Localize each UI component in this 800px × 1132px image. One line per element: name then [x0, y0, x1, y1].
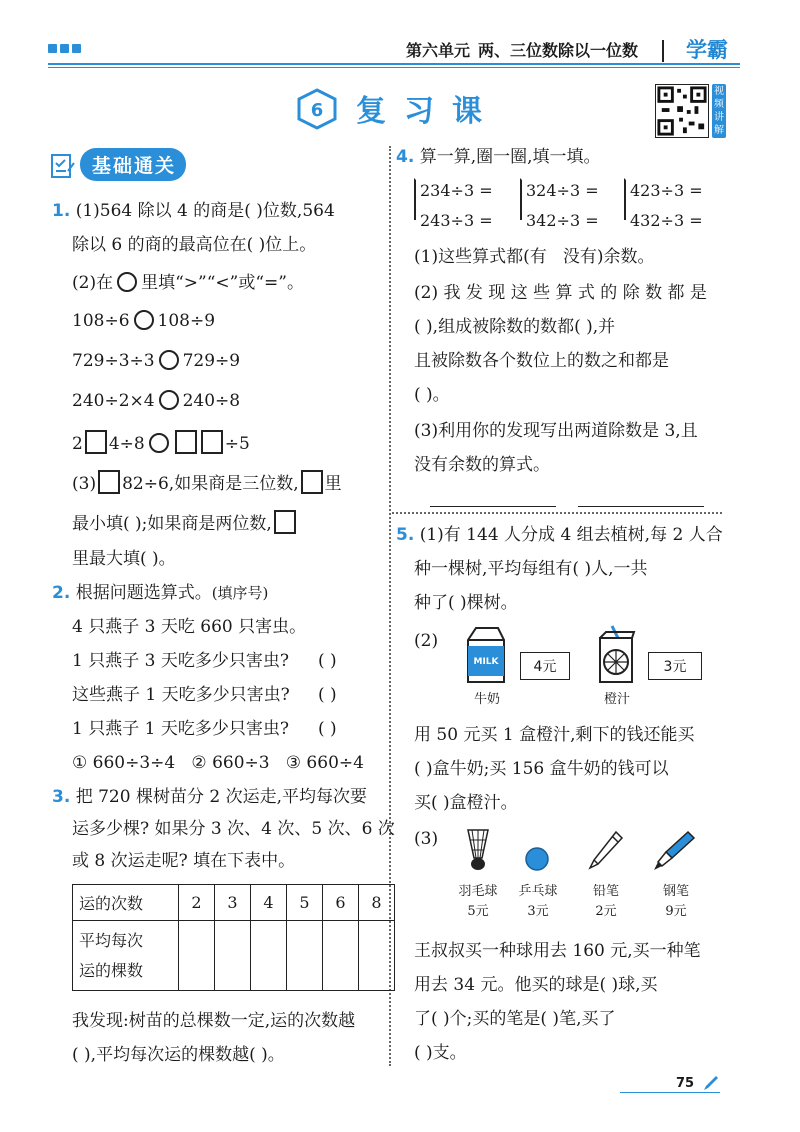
q5-part3-label: (3): [414, 829, 439, 849]
compare-left: 240÷2×4: [72, 391, 155, 411]
qr-label: 视频讲解: [714, 86, 724, 136]
q1-part1-text: (1)564 除以 4 的商是( )位数,564: [75, 201, 335, 221]
table-header-cell: 运的次数: [73, 885, 179, 921]
compare-right: 108÷9: [157, 311, 216, 331]
item-name: 羽毛球: [458, 884, 498, 899]
compare-circle[interactable]: [159, 350, 179, 370]
q3-finding-1: 我发现:树苗的总棵数一定,运的次数越: [72, 1011, 356, 1031]
answer-cell[interactable]: [251, 921, 287, 991]
q2-options: ① 660÷3÷4 ② 660÷3 ③ 660÷4: [72, 753, 364, 773]
digit-box[interactable]: [201, 430, 223, 454]
digit-box[interactable]: [274, 510, 296, 534]
q1-part2-suffix: 里填“>”“<”或“=”。: [141, 273, 304, 293]
q2-ask-1: 1 只燕子 3 天吃多少只害虫?: [72, 651, 289, 671]
answer-cell[interactable]: [323, 921, 359, 991]
compare-circle[interactable]: [149, 433, 169, 453]
q4-part2-line2: ( ),组成被除数的数都( ),并: [414, 317, 616, 337]
table-cell: 8: [359, 885, 395, 921]
digit-box[interactable]: [98, 470, 120, 494]
ping-pong-ball-icon: [524, 846, 550, 872]
q1-line2: 除以 6 的商的最高位在( )位上。: [72, 235, 317, 255]
table-head-line: 运的棵数: [79, 960, 144, 980]
q4-expr: 234÷3 =: [420, 181, 493, 200]
table-row: [73, 921, 395, 991]
q1-part3-line2: [72, 510, 298, 535]
digit-box[interactable]: [301, 470, 323, 494]
compare-left: 108÷6: [72, 311, 130, 331]
digit-box[interactable]: [175, 430, 197, 454]
item-price: 5元: [467, 904, 489, 919]
table-cell: 5: [287, 885, 323, 921]
section-divider: [392, 512, 722, 514]
compare-row-1: [72, 310, 215, 332]
q1-part3-text2: 最小填( );如果商是两位数,: [72, 514, 272, 534]
brand-divider: [662, 40, 664, 62]
compare-left: 729÷3÷3: [72, 351, 155, 371]
item-name: 乒乓球: [518, 884, 558, 899]
answer-cell[interactable]: [179, 921, 215, 991]
juice-box-icon: [592, 624, 640, 684]
table-head-line: 平均每次: [79, 930, 144, 950]
badminton-shuttlecock-icon: [460, 828, 496, 872]
item-name: 铅笔: [592, 884, 619, 899]
q2-ask-2: 这些燕子 1 天吃多少只害虫?: [72, 685, 290, 705]
q4-part2-line3: 且被除数各个数位上的数之和都是: [414, 351, 669, 371]
item-price: 2元: [595, 904, 617, 919]
header-rule: [48, 63, 740, 65]
q4-part2-line4: ( )。: [414, 385, 450, 405]
q3-line3: 或 8 次运走呢? 填在下表中。: [72, 851, 296, 871]
item-name: 牛奶: [473, 692, 500, 707]
answer-cell[interactable]: [359, 921, 395, 991]
header-rule-thin: [48, 67, 740, 68]
table-row: [73, 885, 395, 921]
compare-row-2: [72, 350, 240, 372]
fountain-pen-icon: [652, 828, 698, 872]
section-badge: [50, 148, 186, 181]
compare-circle: [117, 272, 137, 292]
q4-title: [396, 146, 601, 168]
answer-cell[interactable]: [215, 921, 251, 991]
compare-circle[interactable]: [134, 310, 154, 330]
price-tag: 4元: [520, 652, 570, 680]
q1-line1: [52, 200, 335, 222]
q5-part2-line3: 买( )盒橙汁。: [414, 793, 518, 813]
q4-part1: (1)这些算式都(有 没有)余数。: [414, 247, 655, 267]
q4-expr: 324÷3 =: [526, 181, 599, 200]
q5-part3-line1: 王叔叔买一种球用去 160 元,买一种笔: [414, 941, 701, 961]
lesson-number: 6: [310, 100, 324, 121]
q5-part2-line2: ( )盒牛奶;买 156 盒牛奶的钱可以: [414, 759, 669, 779]
page-number: 75: [676, 1076, 695, 1091]
q2-ask-3: 1 只燕子 1 天吃多少只害虫?: [72, 719, 289, 739]
milk-carton-icon: [462, 624, 508, 684]
q4-expr: 243÷3 =: [420, 211, 493, 230]
compare-row-4: [72, 430, 250, 455]
q3-finding-2: ( ),平均每次运的棵数越( )。: [72, 1045, 285, 1065]
table-header-cell: [73, 921, 179, 991]
q2-stem: 4 只燕子 3 天吃 660 只害虫。: [72, 617, 307, 637]
q2-number: 2.: [52, 583, 71, 603]
q4-expr: 423÷3 =: [630, 181, 703, 200]
table-cell: 6: [323, 885, 359, 921]
qr-code-icon[interactable]: [655, 84, 709, 138]
q1-part3-line3: 里最大填( )。: [72, 549, 176, 569]
q5-number: 5.: [396, 525, 415, 545]
q1-part3-mid: 82÷6,如果商是三位数,: [122, 474, 299, 494]
q2-title-text: 根据问题选算式。: [75, 583, 212, 603]
q4-expr: 432÷3 =: [630, 211, 703, 230]
header-unit-topic: [406, 38, 638, 61]
page-title: 复习课: [356, 94, 500, 129]
compare-right: ÷5: [224, 434, 250, 454]
q1-part2: [72, 272, 304, 294]
header-marks: [48, 44, 81, 53]
q5-part1-line2: 种一棵树,平均每组有( )人,一共: [414, 559, 648, 579]
q5-part1-text1: (1)有 144 人分成 4 组去植树,每 2 人合: [419, 525, 723, 545]
q5-part1-line1: [396, 524, 723, 546]
q4-part2-line1: (2) 我 发 现 这 些 算 式 的 除 数 都 是: [414, 283, 707, 303]
q5-part3-line3: 了( )个;买的笔是( )笔,买了: [414, 1009, 616, 1029]
q5-part1-line3: 种了( )棵树。: [414, 593, 518, 613]
q5-part3-line2: 用去 34 元。他买的球是( )球,买: [414, 975, 658, 995]
q5-part2-label: (2): [414, 631, 439, 651]
compare-circle[interactable]: [159, 390, 179, 410]
q4-expr: 342÷3 =: [526, 211, 599, 230]
item-name: 橙汁: [603, 692, 630, 707]
item-price: 3元: [527, 904, 549, 919]
checklist-icon: [50, 151, 76, 179]
q1-number: 1.: [52, 201, 71, 221]
q2-answer-1[interactable]: ( ): [318, 651, 337, 671]
section-label: 基础通关: [80, 148, 186, 181]
table-cell: 2: [179, 885, 215, 921]
q5-part2-line1: 用 50 元买 1 盒橙汁,剩下的钱还能买: [414, 725, 695, 745]
pencil-icon: [586, 828, 626, 872]
q5-part3-line4: ( )支。: [414, 1043, 467, 1063]
answer-cell[interactable]: [287, 921, 323, 991]
q3-number: 3.: [52, 787, 71, 807]
q4-number: 4.: [396, 147, 415, 167]
table-cell: 4: [251, 885, 287, 921]
q2-title: [52, 582, 268, 604]
q3-line1: [52, 786, 367, 808]
q3-text1: 把 720 棵树苗分 2 次运走,平均每次要: [75, 787, 367, 807]
price-tag: 3元: [648, 652, 702, 680]
q2-answer-3[interactable]: ( ): [318, 719, 337, 739]
q4-part3-line1: (3)利用你的发现写出两道除数是 3,且: [414, 421, 698, 441]
q4-title-text: 算一算,圈一圈,填一填。: [419, 147, 601, 167]
answer-line[interactable]: [430, 506, 556, 507]
item-price: 9元: [665, 904, 687, 919]
compare-digit: 2: [72, 434, 83, 454]
answer-line[interactable]: [578, 506, 704, 507]
q1-part2-prefix: (2)在: [72, 273, 114, 293]
header-topic: 两、三位数除以一位数: [477, 41, 638, 60]
delivery-table: [72, 884, 395, 991]
q4-part3-line2: 没有余数的算式。: [414, 455, 550, 475]
q1-part3-line1: [72, 470, 342, 495]
compare-right: 240÷8: [182, 391, 241, 411]
compare-left: 4÷8: [108, 434, 145, 454]
pen-icon: [702, 1074, 720, 1092]
milk-word: MILK: [473, 657, 499, 667]
brand-logo: 学霸: [686, 38, 728, 62]
compare-right: 729÷9: [182, 351, 241, 371]
q2-hint: (填序号): [211, 584, 269, 602]
compare-row-3: [72, 390, 240, 412]
header-unit: 第六单元: [405, 41, 470, 60]
digit-box[interactable]: [85, 430, 107, 454]
q1-part3-prefix: (3): [72, 474, 97, 494]
footer-rule: [620, 1092, 720, 1093]
q2-answer-2[interactable]: ( ): [318, 685, 337, 705]
item-name: 钢笔: [662, 884, 689, 899]
q1-part3-end: 里: [324, 474, 342, 494]
lesson-number-hexagon: [296, 88, 338, 130]
table-cell: 3: [215, 885, 251, 921]
q3-line2: 运多少棵? 如果分 3 次、4 次、5 次、6 次: [72, 819, 395, 839]
